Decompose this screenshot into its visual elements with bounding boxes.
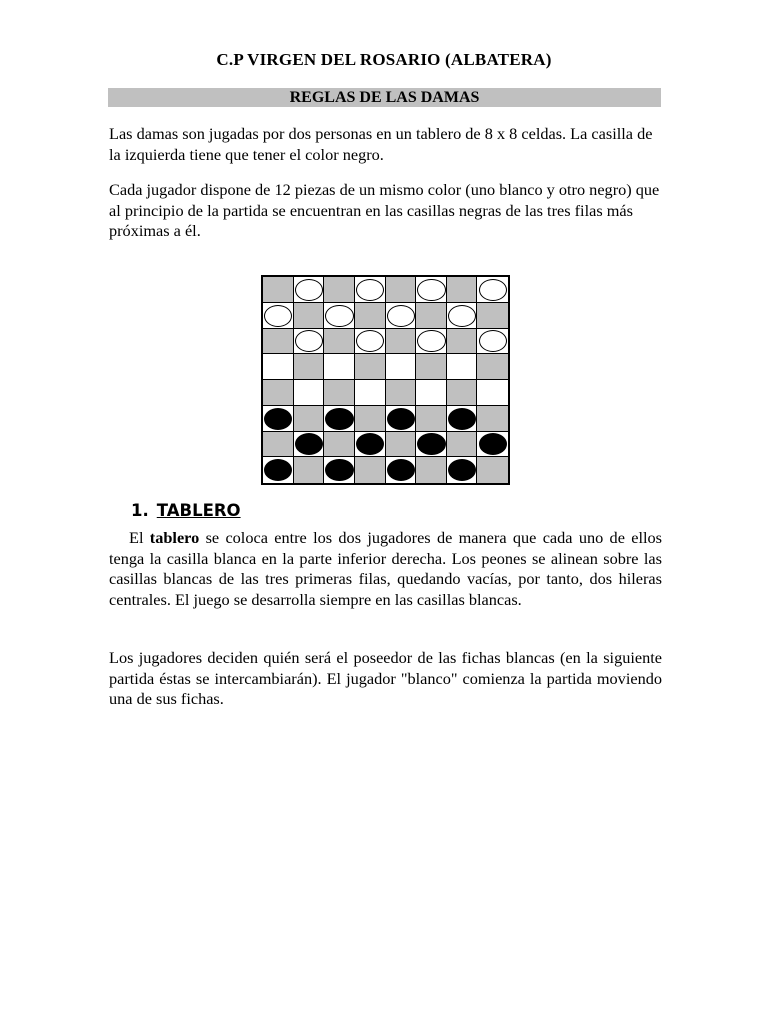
board-square <box>386 277 417 303</box>
white-piece <box>295 279 323 301</box>
black-piece <box>417 433 445 455</box>
white-piece <box>417 330 445 352</box>
board-square <box>324 380 355 406</box>
black-piece <box>325 459 353 481</box>
white-piece <box>356 279 384 301</box>
board-square <box>263 380 294 406</box>
board-square <box>355 457 386 483</box>
school-name: C.P VIRGEN DEL ROSARIO (ALBATERA) <box>216 50 552 69</box>
white-piece <box>264 305 292 327</box>
board-square <box>263 329 294 355</box>
board-square <box>324 432 355 458</box>
section-heading-tablero <box>131 501 241 520</box>
white-piece <box>479 279 507 301</box>
tablero-p1-lead: El <box>129 528 150 547</box>
board-square <box>447 380 478 406</box>
tablero-p1-bold: tablero <box>149 528 200 547</box>
board-square <box>386 354 417 380</box>
white-piece <box>448 305 476 327</box>
tablero-p1-rest: se coloca entre los dos jugadores de manera que cada uno de ellos tenga la casilla blanca en la parte inferior derecha. Los peones se alinean sobre las casillas blancas de las tres primeras filas, quedando vacías, por tanto, dos hileras centrales. El juego se desarrolla siempre en las casillas blancas. <box>109 528 662 609</box>
intro-paragraph-1: Las damas son jugadas por dos personas en un tablero de 8 x 8 celdas. La casilla de la izquierda tiene que tener el color negro. <box>109 124 653 164</box>
board-square <box>447 432 478 458</box>
black-piece <box>264 408 292 430</box>
board-square <box>294 354 325 380</box>
board-square <box>324 329 355 355</box>
board-square <box>386 329 417 355</box>
intro-paragraph-2: Cada jugador dispone de 12 piezas de un mismo color (uno blanco y otro negro) que al principio de la partida se encuentran en las casillas negras de las tres filas más próximas a él. <box>109 180 660 240</box>
board-square <box>294 380 325 406</box>
section-title: TABLERO <box>156 501 241 520</box>
tablero-paragraph-2: Los jugadores deciden quién será el poseedor de las fichas blancas (en la siguiente partida éstas se intercambiarán). El jugador "blanco" comienza la partida moviendo una de sus fichas. <box>109 648 662 708</box>
black-piece <box>387 459 415 481</box>
board-square <box>355 380 386 406</box>
board-square <box>294 303 325 329</box>
board-square <box>477 303 508 329</box>
board-square <box>355 303 386 329</box>
board-square <box>447 329 478 355</box>
board-square <box>447 354 478 380</box>
checkers-board <box>261 275 510 485</box>
board-square <box>416 354 447 380</box>
board-square <box>263 277 294 303</box>
board-square <box>355 354 386 380</box>
board-square <box>416 303 447 329</box>
board-square <box>263 354 294 380</box>
document-title: REGLAS DE LAS DAMAS <box>108 88 661 107</box>
board-square <box>386 432 417 458</box>
black-piece <box>448 408 476 430</box>
board-square <box>447 277 478 303</box>
board-square <box>477 380 508 406</box>
white-piece <box>387 305 415 327</box>
board-square <box>477 457 508 483</box>
board-square <box>355 406 386 432</box>
white-piece <box>325 305 353 327</box>
board-square <box>386 380 417 406</box>
board-square <box>477 354 508 380</box>
board-square <box>416 406 447 432</box>
section-number: 1. <box>131 501 149 520</box>
black-piece <box>387 408 415 430</box>
black-piece <box>325 408 353 430</box>
white-piece <box>417 279 445 301</box>
board-square <box>294 457 325 483</box>
board-square <box>416 457 447 483</box>
board-square <box>324 277 355 303</box>
board-square <box>294 406 325 432</box>
board-square <box>477 406 508 432</box>
tablero-paragraph-1 <box>109 528 662 610</box>
board-square <box>324 354 355 380</box>
board-square <box>416 380 447 406</box>
board-square <box>263 432 294 458</box>
